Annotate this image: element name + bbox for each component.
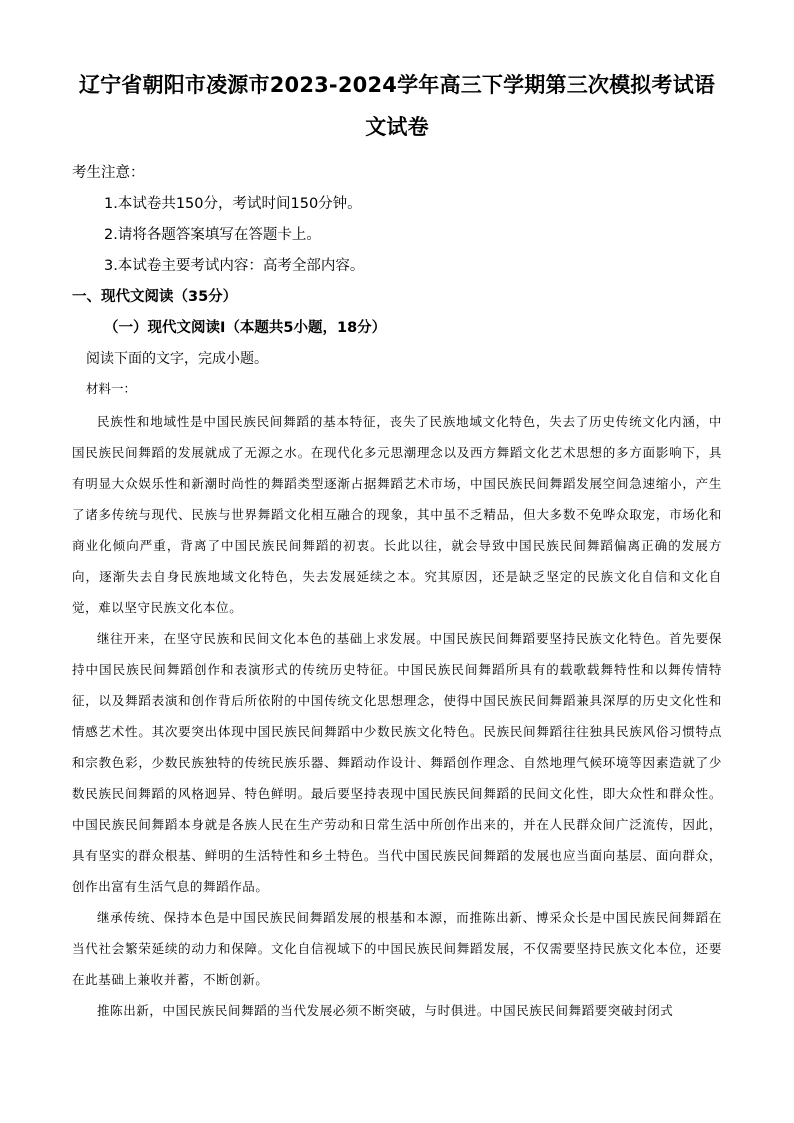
material-label: 材料一： bbox=[86, 381, 137, 396]
notice-item-3: 3.本试卷主要考试内容：高考全部内容。 bbox=[104, 258, 365, 274]
subsection-heading: （一）现代文阅读Ⅰ（本题共5小题，18分） bbox=[104, 320, 387, 336]
notice-heading: 考生注意： bbox=[72, 165, 145, 181]
section-heading: 一、现代文阅读（35分） bbox=[72, 289, 238, 305]
exam-title: 辽宁省朝阳市凌源市2023-2024学年高三下学期第三次模拟考试语文试卷 bbox=[78, 73, 716, 139]
paragraph-2: 继往开来，在坚守民族和民间文化本色的基础上求发展。中国民族民间舞蹈要坚持民族文化特色。首先要保持中国民族民间舞蹈创作和表演形式的传统历史特征。中国民族民间舞蹈所具有的载歌载舞特性和以舞传情特征，以及舞蹈表演和创作背后所依附的中国传统文化思想理念，使得中国民族民间舞蹈兼具深厚的历史文化性和情感艺术性。其次要突出体现中国民族民间舞蹈中少数民族文化特色。民族民间舞蹈往往独具民族风俗习惯特点和宗教色彩，少数民族独特的传统民族乐器、舞蹈动作设计、舞蹈创作理念、自然地理气候环境等因素造就了少数民族民间舞蹈的风格迥异、特色鲜明。最后要坚持表现中国民族民间舞蹈的民间文化性，即大众性和群众性。中国民族民间舞蹈本身就是各族人民在生产劳动和日常生活中所创作出来的，并在人民群众间广泛流传，因此，具有坚实的群众根基、鲜明的生活特性和乡土特色。当代中国民族民间舞蹈的发展也应当面向基层、面向群众，创作出富有生活气息的舞蹈作品。 bbox=[72, 631, 722, 894]
paragraph-3: 继承传统、保持本色是中国民族民间舞蹈发展的根基和本源，而推陈出新、博采众长是中国民族民间舞蹈在当代社会繁荣延续的动力和保障。文化自信视域下的中国民族民间舞蹈发展，不仅需要坚持民族文化本位，还要在此基础上兼收并蓄，不断创新。 bbox=[72, 910, 722, 987]
paragraph-1: 民族性和地域性是中国民族民间舞蹈的基本特征，丧失了民族地域文化特色，失去了历史传统文化内涵，中国民族民间舞蹈的发展就成了无源之水。在现代化多元思潮理念以及西方舞蹈文化艺术思想的多方面影响下，具有明显大众娱乐性和新潮时尚性的舞蹈类型逐渐占据舞蹈艺术市场，中国民族民间舞蹈发展空间急速缩小，产生了诸多传统与现代、民族与世界舞蹈文化相互融合的现象，其中虽不乏精品，但大多数不免哗众取宠，市场化和商业化倾向严重，背离了中国民族民间舞蹈的初衷。长此以往，就会导致中国民族民间舞蹈偏离正确的发展方向，逐渐失去自身民族地域文化特色，失去发展延续之本。究其原因，还是缺乏坚定的民族文化自信和文化自觉，难以坚守民族文化本位。 bbox=[72, 414, 722, 615]
notice-item-2: 2.请将各题答案填写在答题卡上。 bbox=[104, 227, 321, 243]
notice-item-1: 1.本试卷共150分，考试时间150分钟。 bbox=[104, 196, 362, 212]
reading-instruction: 阅读下面的文字，完成小题。 bbox=[86, 351, 268, 367]
paragraph-4: 推陈出新，中国民族民间舞蹈的当代发展必须不断突破，与时俱进。中国民族民间舞蹈要突破封闭式 bbox=[97, 1003, 674, 1018]
